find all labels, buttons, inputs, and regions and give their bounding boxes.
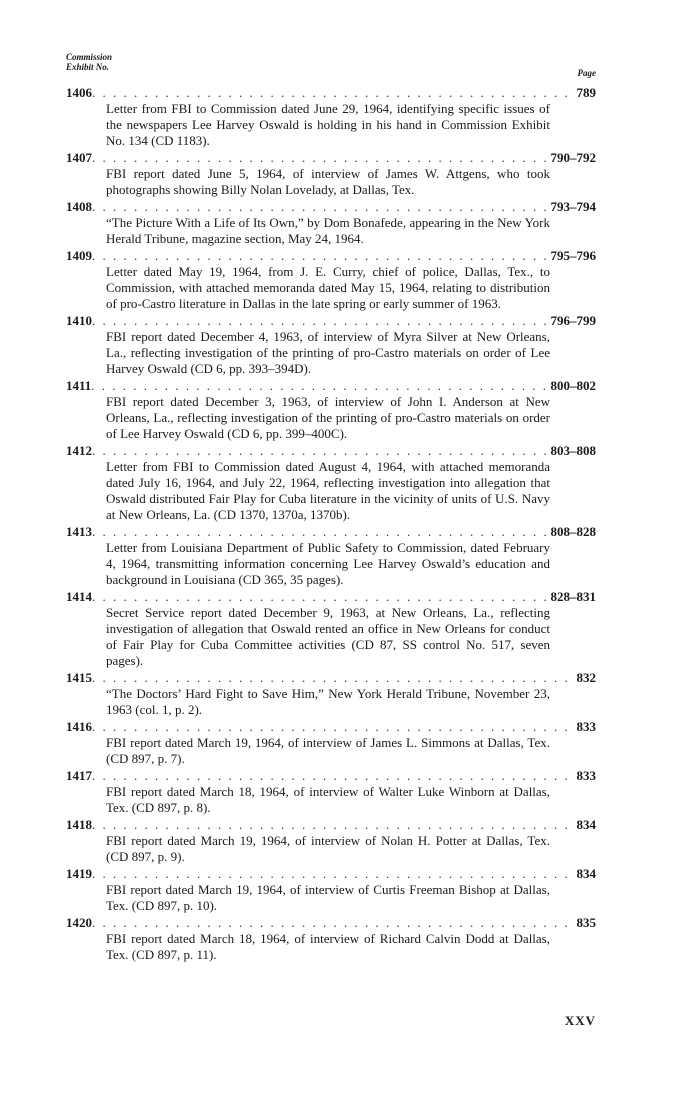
exhibit-column-heading xyxy=(66,52,112,72)
exhibit-description: FBI report dated December 3, 1963, of interview of John I. Anderson at New Orleans, La., reflecting investigation of the printing of pro-Castro materials on order of Lee Harvey Oswald (CD 6, pp. 399–400C). xyxy=(106,394,550,441)
dot-leader xyxy=(92,669,575,686)
exhibit-description: Letter from FBI to Commission dated June 29, 1964, identifying specific issues of the newspapers Lee Harvey Oswald is holding in his hand in Commission Exhibit No. 134 (CD 1183). xyxy=(106,101,550,148)
exhibit-description: FBI report dated March 18, 1964, of interview of Richard Calvin Dodd at Dallas, Tex. (CD 897, p. 11). xyxy=(106,931,550,962)
dot-leader xyxy=(92,149,549,166)
exhibit-entry xyxy=(66,198,596,247)
entry-head-line xyxy=(66,865,596,882)
page-reference: 832 xyxy=(576,670,596,685)
entry-head-line xyxy=(66,247,596,264)
exhibit-number: 1412 xyxy=(66,443,92,458)
exhibit-entry xyxy=(66,84,596,149)
entry-head-line xyxy=(66,914,596,931)
exhibit-number: 1416 xyxy=(66,719,92,734)
entry-head-line xyxy=(66,523,596,540)
exhibit-number: 1413 xyxy=(66,524,92,539)
dot-leader xyxy=(92,247,549,264)
page-reference: 790–792 xyxy=(550,150,596,165)
entry-head-line xyxy=(66,377,596,394)
exhibit-description: Secret Service report dated December 9, 1963, at New Orleans, La., reflecting investigation of allegation that Oswald rented an office in New Orleans for conduct of Fair Play for Cuba Committee activities (CD 87, SS control No. 517, seven pages). xyxy=(106,605,550,668)
dot-leader xyxy=(92,198,549,215)
exhibit-number: 1406 xyxy=(66,85,92,100)
exhibit-number: 1414 xyxy=(66,589,92,604)
exhibit-number: 1417 xyxy=(66,768,92,783)
exhibit-description: FBI report dated March 19, 1964, of interview of James L. Simmons at Dallas, Tex. (CD 897, p. 7). xyxy=(106,735,550,766)
exhibit-number: 1411 xyxy=(66,378,92,393)
dot-leader xyxy=(92,312,549,329)
dot-leader xyxy=(92,588,549,605)
exhibit-entry xyxy=(66,377,596,442)
exhibit-entry xyxy=(66,442,596,523)
exhibit-description: Letter dated May 19, 1964, from J. E. Curry, chief of police, Dallas, Tex., to Commission, with attached memoranda dated May 15, 1964, relating to distribution of pro-Castro literature in Dallas in the late spring or early summer of 1963. xyxy=(106,264,550,311)
page-reference: 833 xyxy=(576,719,596,734)
exhibit-number: 1415 xyxy=(66,670,92,685)
page-folio: XXV xyxy=(564,1013,596,1028)
exhibit-entry xyxy=(66,149,596,198)
exhibit-number: 1409 xyxy=(66,248,92,263)
column-header xyxy=(66,52,596,84)
exhibit-description: “The Doctors’ Hard Fight to Save Him,” New York Herald Tribune, November 23, 1963 (col. 1, p. 2). xyxy=(106,686,550,717)
exhibit-number: 1420 xyxy=(66,915,92,930)
exhibit-entry xyxy=(66,816,596,865)
exhibit-entry xyxy=(66,588,596,669)
dot-leader xyxy=(91,377,548,394)
entry-head-line xyxy=(66,442,596,459)
page-column-heading: Page xyxy=(577,68,596,78)
exhibit-entry xyxy=(66,865,596,914)
page-reference: 834 xyxy=(576,817,596,832)
exhibit-description: Letter from FBI to Commission dated August 4, 1964, with attached memoranda dated July 16, 1964, and July 22, 1964, reflecting investigation into allegation that Oswald distributed Fair Play for Cuba literature in the vicinity of units of U.S. Navy at New Orleans, La. (CD 1370, 1370a, 1370b). xyxy=(106,459,550,522)
page-reference: 793–794 xyxy=(550,199,596,214)
exhibit-entry xyxy=(66,312,596,377)
exhibit-description: FBI report dated March 19, 1964, of interview of Curtis Freeman Bishop at Dallas, Tex. (CD 897, p. 10). xyxy=(106,882,550,913)
exhibit-number: 1410 xyxy=(66,313,92,328)
page-reference: 795–796 xyxy=(550,248,596,263)
entry-head-line xyxy=(66,312,596,329)
page-reference: 834 xyxy=(576,866,596,881)
dot-leader xyxy=(92,914,575,931)
dot-leader xyxy=(92,523,549,540)
exhibit-entry xyxy=(66,669,596,718)
page-reference: 833 xyxy=(576,768,596,783)
exhibit-description: Letter from Louisiana Department of Public Safety to Commission, dated February 4, 1964, transmitting information concerning Lee Harvey Oswald’s education and background in Louisiana (CD 365, 35 pages). xyxy=(106,540,550,587)
dot-leader xyxy=(92,816,575,833)
page-reference: 800–802 xyxy=(550,378,596,393)
exhibit-description: FBI report dated March 18, 1964, of interview of Walter Luke Winborn at Dallas, Tex. (CD 897, p. 8). xyxy=(106,784,550,815)
exhibit-description: FBI report dated June 5, 1964, of interview of James W. Attgens, who took photographs showing Billy Nolan Lovelady, at Dallas, Tex. xyxy=(106,166,550,197)
exhibit-number: 1408 xyxy=(66,199,92,214)
page-reference: 828–831 xyxy=(550,589,596,604)
entry-head-line xyxy=(66,669,596,686)
page-reference: 808–828 xyxy=(550,524,596,539)
index-page xyxy=(66,52,596,963)
page-reference: 835 xyxy=(576,915,596,930)
exhibit-description: FBI report dated March 19, 1964, of interview of Nolan H. Potter at Dallas, Tex. (CD 897, p. 9). xyxy=(106,833,550,864)
dot-leader xyxy=(92,84,575,101)
dot-leader xyxy=(92,442,549,459)
page-reference: 789 xyxy=(576,85,596,100)
page-reference: 803–808 xyxy=(550,443,596,458)
dot-leader xyxy=(92,865,575,882)
header-left-line1: Commission xyxy=(66,52,113,62)
entry-head-line xyxy=(66,198,596,215)
entry-head-line xyxy=(66,149,596,166)
exhibit-entry xyxy=(66,523,596,588)
exhibit-entry xyxy=(66,247,596,312)
exhibit-number: 1419 xyxy=(66,866,92,881)
exhibit-entry xyxy=(66,718,596,767)
exhibit-description: FBI report dated December 4, 1963, of interview of Myra Silver at New Orleans, La., reflecting investigation of the printing of pro-Castro materials on order of Lee Harvey Oswald (CD 6, pp. 393–394D). xyxy=(106,329,550,376)
exhibit-list xyxy=(66,84,596,963)
exhibit-number: 1407 xyxy=(66,150,92,165)
entry-head-line xyxy=(66,816,596,833)
dot-leader xyxy=(92,718,575,735)
entry-head-line xyxy=(66,718,596,735)
page-reference: 796–799 xyxy=(550,313,596,328)
header-left-line2: Exhibit No. xyxy=(66,62,110,72)
entry-head-line xyxy=(66,588,596,605)
exhibit-number: 1418 xyxy=(66,817,92,832)
exhibit-entry xyxy=(66,767,596,816)
entry-head-line xyxy=(66,767,596,784)
exhibit-description: “The Picture With a Life of Its Own,” by Dom Bonafede, appearing in the New York Herald Tribune, magazine section, May 24, 1964. xyxy=(106,215,550,246)
exhibit-entry xyxy=(66,914,596,963)
entry-head-line xyxy=(66,84,596,101)
dot-leader xyxy=(92,767,575,784)
